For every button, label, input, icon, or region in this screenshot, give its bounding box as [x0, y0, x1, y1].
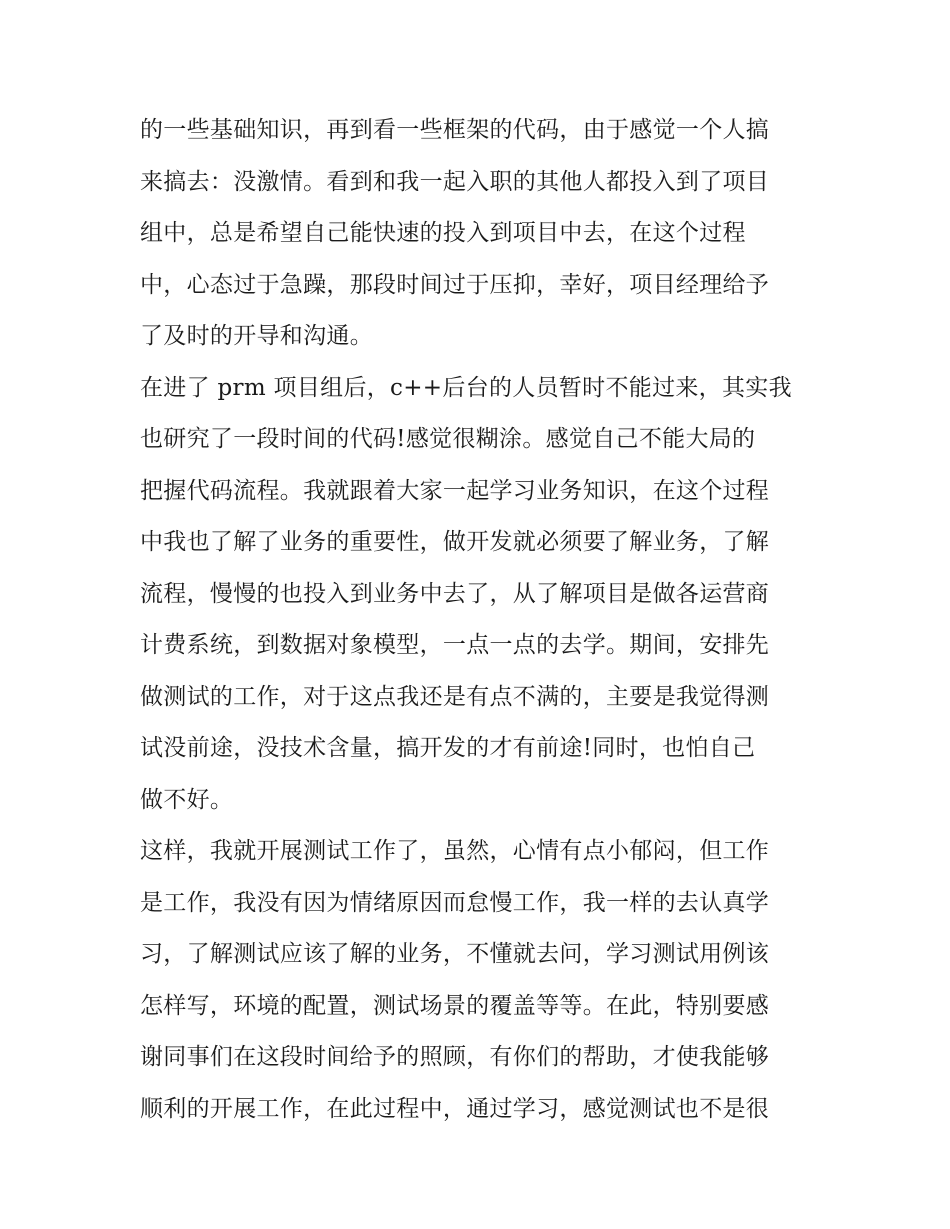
text-line: 了及时的开导和沟通。	[140, 323, 373, 349]
text-line: 计费系统，到数据对象模型，一点一点的去学。期间，安排先	[140, 632, 770, 658]
text-line: 在进了 prm 项目组后，c++后台的人员暂时不能过来，其实我	[140, 374, 792, 401]
text-line: 这样，我就开展测试工作了，虽然，心情有点小郁闷，但工作	[140, 838, 770, 864]
text-line: 中我也了解了业务的重要性，做开发就必须要了解业务，了解	[140, 529, 770, 555]
text-line: 的一些基础知识，再到看一些框架的代码，由于感觉一个人搞	[140, 117, 770, 143]
text-line: 把握代码流程。我就跟着大家一起学习业务知识，在这个过程	[140, 477, 770, 504]
text-line: 做不好。	[140, 786, 234, 813]
text-line: 试没前途，没技术含量，搞开发的才有前途!同时，也怕自己	[140, 735, 756, 761]
text-line: 来搞去：没激情。看到和我一起入职的其他人都投入到了项目	[140, 168, 770, 195]
text-line: 流程，慢慢的也投入到业务中去了，从了解项目是做各运营商	[140, 580, 770, 607]
text-line: 组中，总是希望自己能快速的投入到项目中去，在这个过程	[140, 220, 746, 246]
text-line: 谢同事们在这段时间给予的照顾，有你们的帮助，才使我能够	[140, 1044, 770, 1070]
text-line: 也研究了一段时间的代码!感觉很糊涂。感觉自己不能大局的	[140, 426, 756, 452]
document-body	[140, 105, 820, 1135]
text-line: 做测试的工作，对于这点我还是有点不满的，主要是我觉得测	[140, 683, 770, 710]
text-line: 怎样写，环境的配置，测试场景的覆盖等等。在此，特别要感	[140, 992, 770, 1019]
text-line: 中，心态过于急躁，那段时间过于压抑，幸好，项目经理给予	[140, 271, 770, 298]
text-line: 是工作，我没有因为情绪原因而怠慢工作，我一样的去认真学	[140, 889, 770, 916]
text-line: 顺利的开展工作，在此过程中，通过学习，感觉测试也不是很	[140, 1095, 770, 1122]
text-line: 习，了解测试应该了解的业务，不懂就去问，学习测试用例该	[140, 941, 770, 967]
